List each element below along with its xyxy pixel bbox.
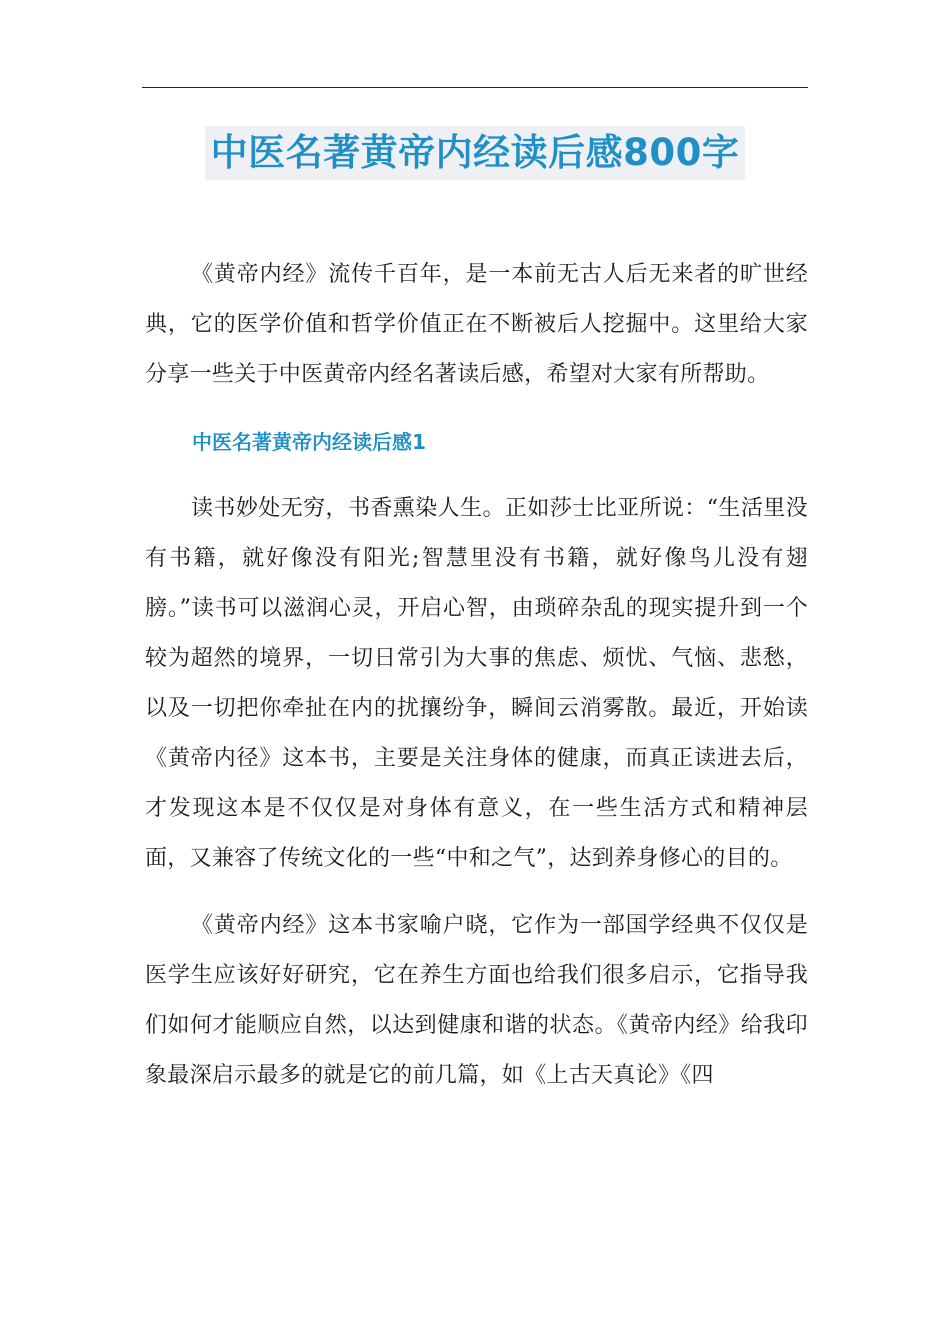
intro-paragraph: 《黄帝内经》流传千百年，是一本前无古人后无来者的旷世经典，它的医学价值和哲学价值正在不断被后人挖掘中。这里给大家分享一些关于中医黄帝内经名著读后感，希望对大家有所帮助。 [145,262,808,387]
header-rule [142,87,808,88]
title-container [0,126,950,180]
section1-paragraph-1: 读书妙处无穷，书香熏染人生。正如莎士比亚所说：“生活里没有书籍，就好像没有阳光;智慧里没有书籍，就好像鸟儿没有翅膀。”读书可以滋润心灵，开启心智，由琐碎杂乱的现实提升到一个较为超然的境界，一切日常引为大事的焦虑、烦忧、气恼、悲愁，以及一切把你牵扯在内的扰攘纷争，瞬间云消雾散。最近，开始读《黄帝内径》这本书，主要是关注身体的健康，而真正读进去后，才发现这本是不仅仅是对身体有意义，在一些生活方式和精神层面，又兼容了传统文化的一些“中和之气”，达到养身修心的目的。 [145,496,808,871]
section1-paragraph-2: 《黄帝内经》这本书家喻户晓，它作为一部国学经典不仅仅是医学生应该好好研究，它在养生方面也给我们很多启示，它指导我们如何才能顺应自然，以达到健康和谐的状态。《黄帝内经》给我印象最深启示最多的就是它的前几篇，如《上古天真论》《四 [145,913,808,1088]
document-title: 中医名著黄帝内经读后感800字 [205,126,746,180]
document-body [145,250,808,1118]
section-heading-1: 中医名著黄帝内经读后感1 [192,430,426,454]
